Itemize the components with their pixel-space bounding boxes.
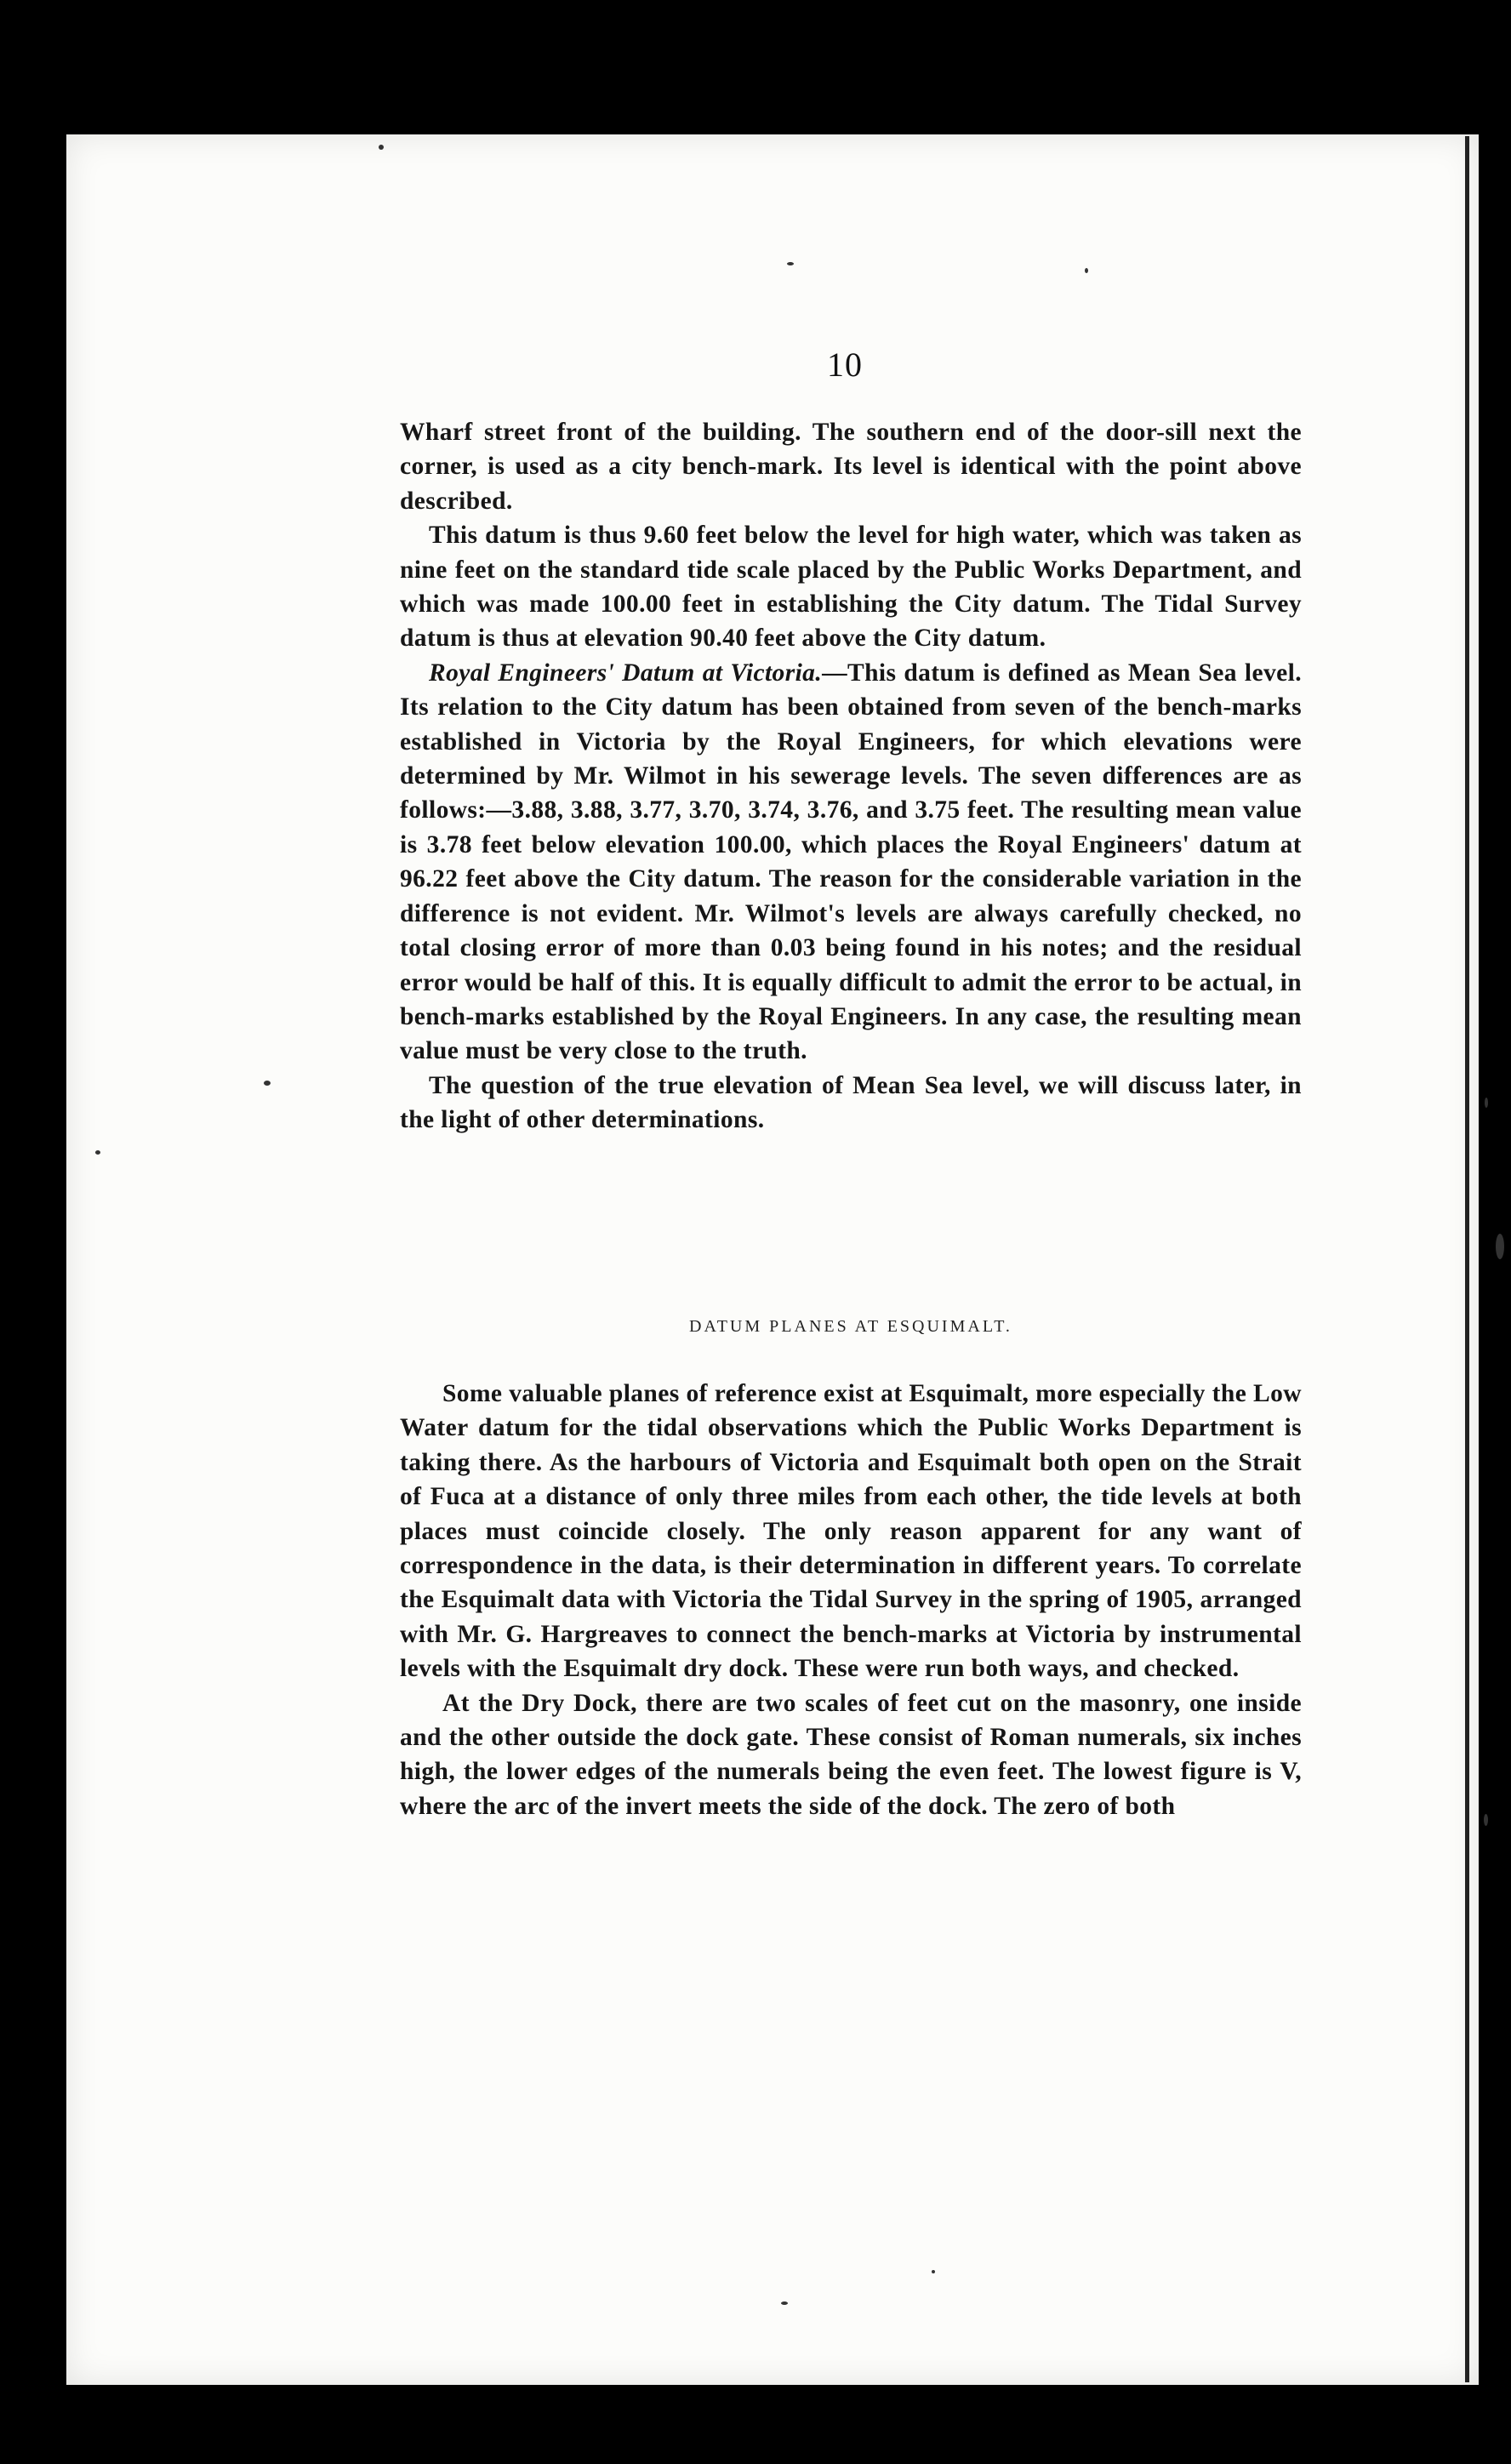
royal-engineers-datum-body: —This datum is defined as Mean Sea level. Its relation to the City datum has been obtained from seven of the bench-marks established in Victoria by the Royal Engineers, for which elevations were determined by Mr. Wilmot in his sewerage levels. The seven differences are as follows:—3.88, 3.88, 3.77, 3.70, 3.74, 3.76, and 3.75 feet. The resulting mean value is 3.78 feet below elevation 100.00, which places the Royal Engineers' datum at 96.22 feet above the City datum. The reason for the considerable variation in the difference is not evident. Mr. Wilmot's levels are always carefully checked, no total closing error of more than 0.03 being found in his notes; and the residual error would be half of this. It is equally difficult to admit the error to be actual, in bench-marks established by the Royal Engineers. In any case, the resulting mean value must be very close to the truth.	[400, 659, 1302, 1065]
body-text-upper	[400, 415, 1302, 1138]
scan-speck	[932, 2270, 935, 2273]
scan-speck	[1485, 1098, 1488, 1108]
scan-speck	[787, 262, 794, 265]
paragraph-datum-below-high-water: This datum is thus 9.60 feet below the level for high water, which was taken as nine feet on the standard tide scale placed by the Public Works Department, and which was made 100.00 feet in establishing the City datum. The Tidal Survey datum is thus at elevation 90.40 feet above the City datum.	[400, 522, 1302, 653]
scan-speck	[95, 1150, 100, 1155]
section-heading: DATUM PLANES AT ESQUIMALT.	[689, 1317, 1012, 1336]
page-edge-shadow	[1465, 136, 1469, 2382]
paragraph-dry-dock-scales: At the Dry Dock, there are two scales of feet cut on the masonry, one inside and the other outside the dock gate. These consist of Roman numerals, six inches high, the lower edges of the numerals being the even feet. The lowest figure is V, where the arc of the invert meets the side of the dock. The zero of both	[400, 1689, 1302, 1820]
paragraph-wharf-street: Wharf street front of the building. The southern end of the door-sill next the corner, is used as a city bench-mark. Its level is identical with the point above described.	[400, 419, 1302, 515]
paragraph-royal-engineers-datum	[400, 656, 1302, 1069]
scan-speck	[781, 2301, 788, 2305]
scan-speck	[1496, 1234, 1504, 1259]
royal-engineers-datum-title: Royal Engineers' Datum at Victoria.	[429, 659, 823, 687]
paragraph-mean-sea-level-question: The question of the true elevation of Mean Sea level, we will discuss later, in the light of other determinations.	[400, 1071, 1302, 1134]
scan-speck	[1085, 268, 1088, 273]
page-number: 10	[827, 345, 863, 384]
paragraph-esquimalt-planes: Some valuable planes of reference exist at Esquimalt, more especially the Low Water datum for the tidal observations which the Public Works Department is taking there. As the harbours of Victoria and Esquimalt both open on the Strait of Fuca at a distance of only three miles from each other, the tide levels at both places must coincide closely. The only reason apparent for any want of correspondence in the data, is their determination in different years. To correlate the Esquimalt data with Victoria the Tidal Survey in the spring of 1905, arranged with Mr. G. Hargreaves to connect the bench-marks at Victoria by instrumental levels with the Esquimalt dry dock. These were run both ways, and checked.	[400, 1380, 1302, 1683]
scan-speck	[264, 1081, 271, 1086]
scan-speck	[379, 145, 384, 150]
scan-speck	[1484, 1814, 1488, 1826]
body-text-lower	[400, 1377, 1302, 1823]
